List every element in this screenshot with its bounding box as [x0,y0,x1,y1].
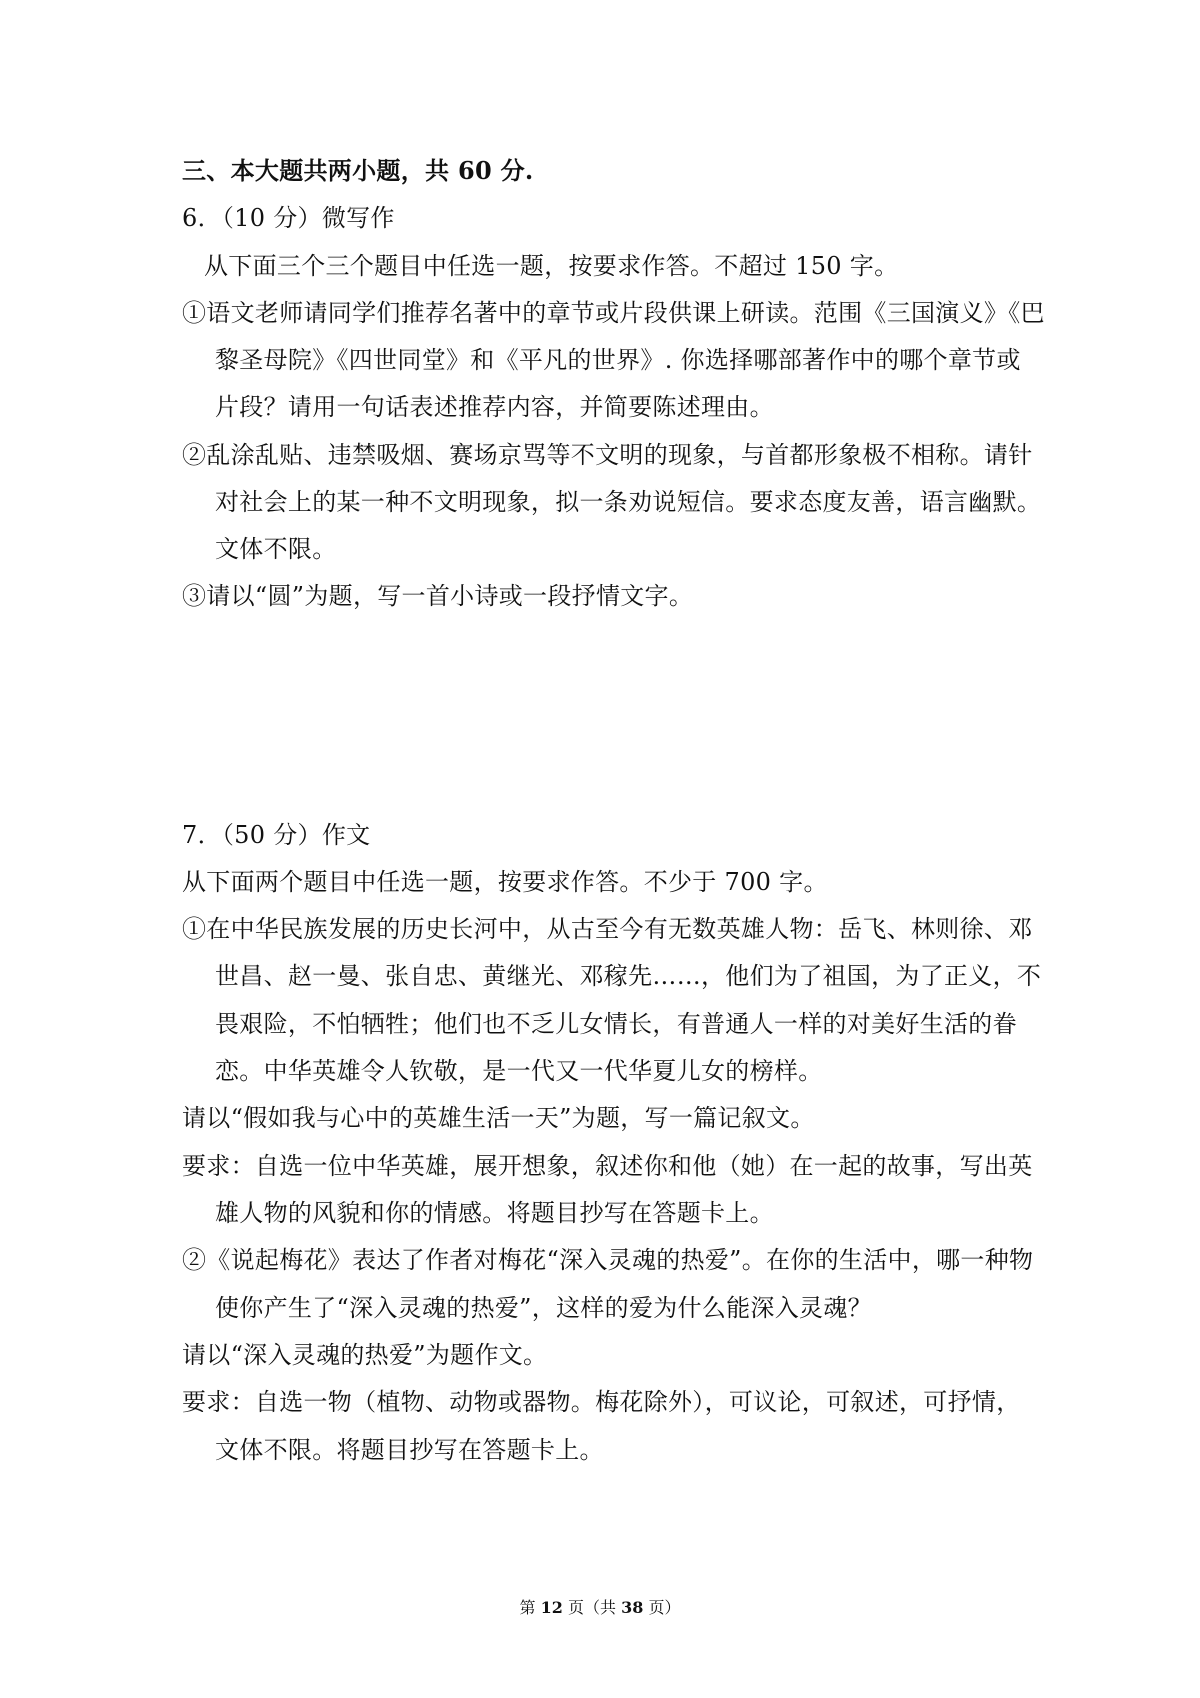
question-7-instruction: 从下面两个题目中任选一题，按要求作答。不少于 700 字。 [182,868,828,896]
q7-option1-line: 世昌、赵一曼、张自忠、黄继光、邓稼先……，他们为了祖国，为了正义，不 [215,962,1042,990]
q6-option2-line: 对社会上的某一种不文明现象，拟一条劝说短信。要求态度友善，语言幽默。 [215,488,1042,516]
q7-option2-requirements-line: 文体不限。将题目抄写在答题卡上。 [215,1436,604,1464]
q7-option1-prompt: 请以“假如我与心中的英雄生活一天”为题，写一篇记叙文。 [182,1104,815,1132]
section-heading: 三、本大题共两小题，共 60 分. [182,156,534,185]
q6-option3-line: ③请以“圆”为题，写一首小诗或一段抒情文字。 [182,582,694,610]
question-6-instruction: 从下面三个三个题目中任选一题，按要求作答。不超过 150 字。 [204,252,899,280]
footer-page-number: 12 [540,1598,563,1617]
question-7-title: 7．（50 分）作文 [182,821,371,849]
q6-option1-line: 黎圣母院》《四世同堂》和《平凡的世界》. 你选择哪部著作中的哪个章节或 [215,346,1021,374]
q7-option1-requirements-line: 雄人物的风貌和你的情感。将题目抄写在答题卡上。 [215,1199,774,1227]
q7-option1-line: 畏艰险，不怕牺牲；他们也不乏儿女情长，有普通人一样的对美好生活的眷 [215,1010,1017,1038]
q7-option2-line: ②《说起梅花》表达了作者对梅花“深入灵魂的热爱”。在你的生活中，哪一种物 [182,1246,1034,1274]
q7-option2-requirements-line: 要求：自选一物（植物、动物或器物。梅花除外），可议论，可叙述，可抒情， [182,1388,1021,1416]
footer-prefix: 第 [519,1598,536,1617]
q7-option1-line: ①在中华民族发展的历史长河中，从古至今有无数英雄人物：岳飞、林则徐、邓 [182,915,1033,943]
footer-total-pages: 38 [621,1598,644,1617]
footer-suffix: 页） [648,1598,681,1617]
q6-option2-line: ②乱涂乱贴、违禁吸烟、赛场京骂等不文明的现象，与首都形象极不相称。请针 [182,441,1033,469]
q6-option2-line: 文体不限。 [215,535,337,563]
q7-option2-prompt: 请以“深入灵魂的热爱”为题作文。 [182,1341,548,1369]
q7-option1-line: 恋。中华英雄令人钦敬，是一代又一代华夏儿女的榜样。 [215,1057,823,1085]
q6-option1-line: ①语文老师请同学们推荐名著中的章节或片段供课上研读。范围《三国演义》《巴 [182,299,1045,327]
q6-option1-line: 片段？请用一句话表述推荐内容，并简要陈述理由。 [215,393,774,421]
footer-middle: 页（共 [567,1598,616,1617]
question-6-title: 6．（10 分）微写作 [182,204,395,232]
q7-option2-line: 使你产生了“深入灵魂的热爱”，这样的爱为什么能深入灵魂？ [215,1294,872,1322]
page-footer [0,1597,1200,1619]
q7-option1-requirements-line: 要求：自选一位中华英雄，展开想象，叙述你和他（她）在一起的故事，写出英 [182,1152,1033,1180]
